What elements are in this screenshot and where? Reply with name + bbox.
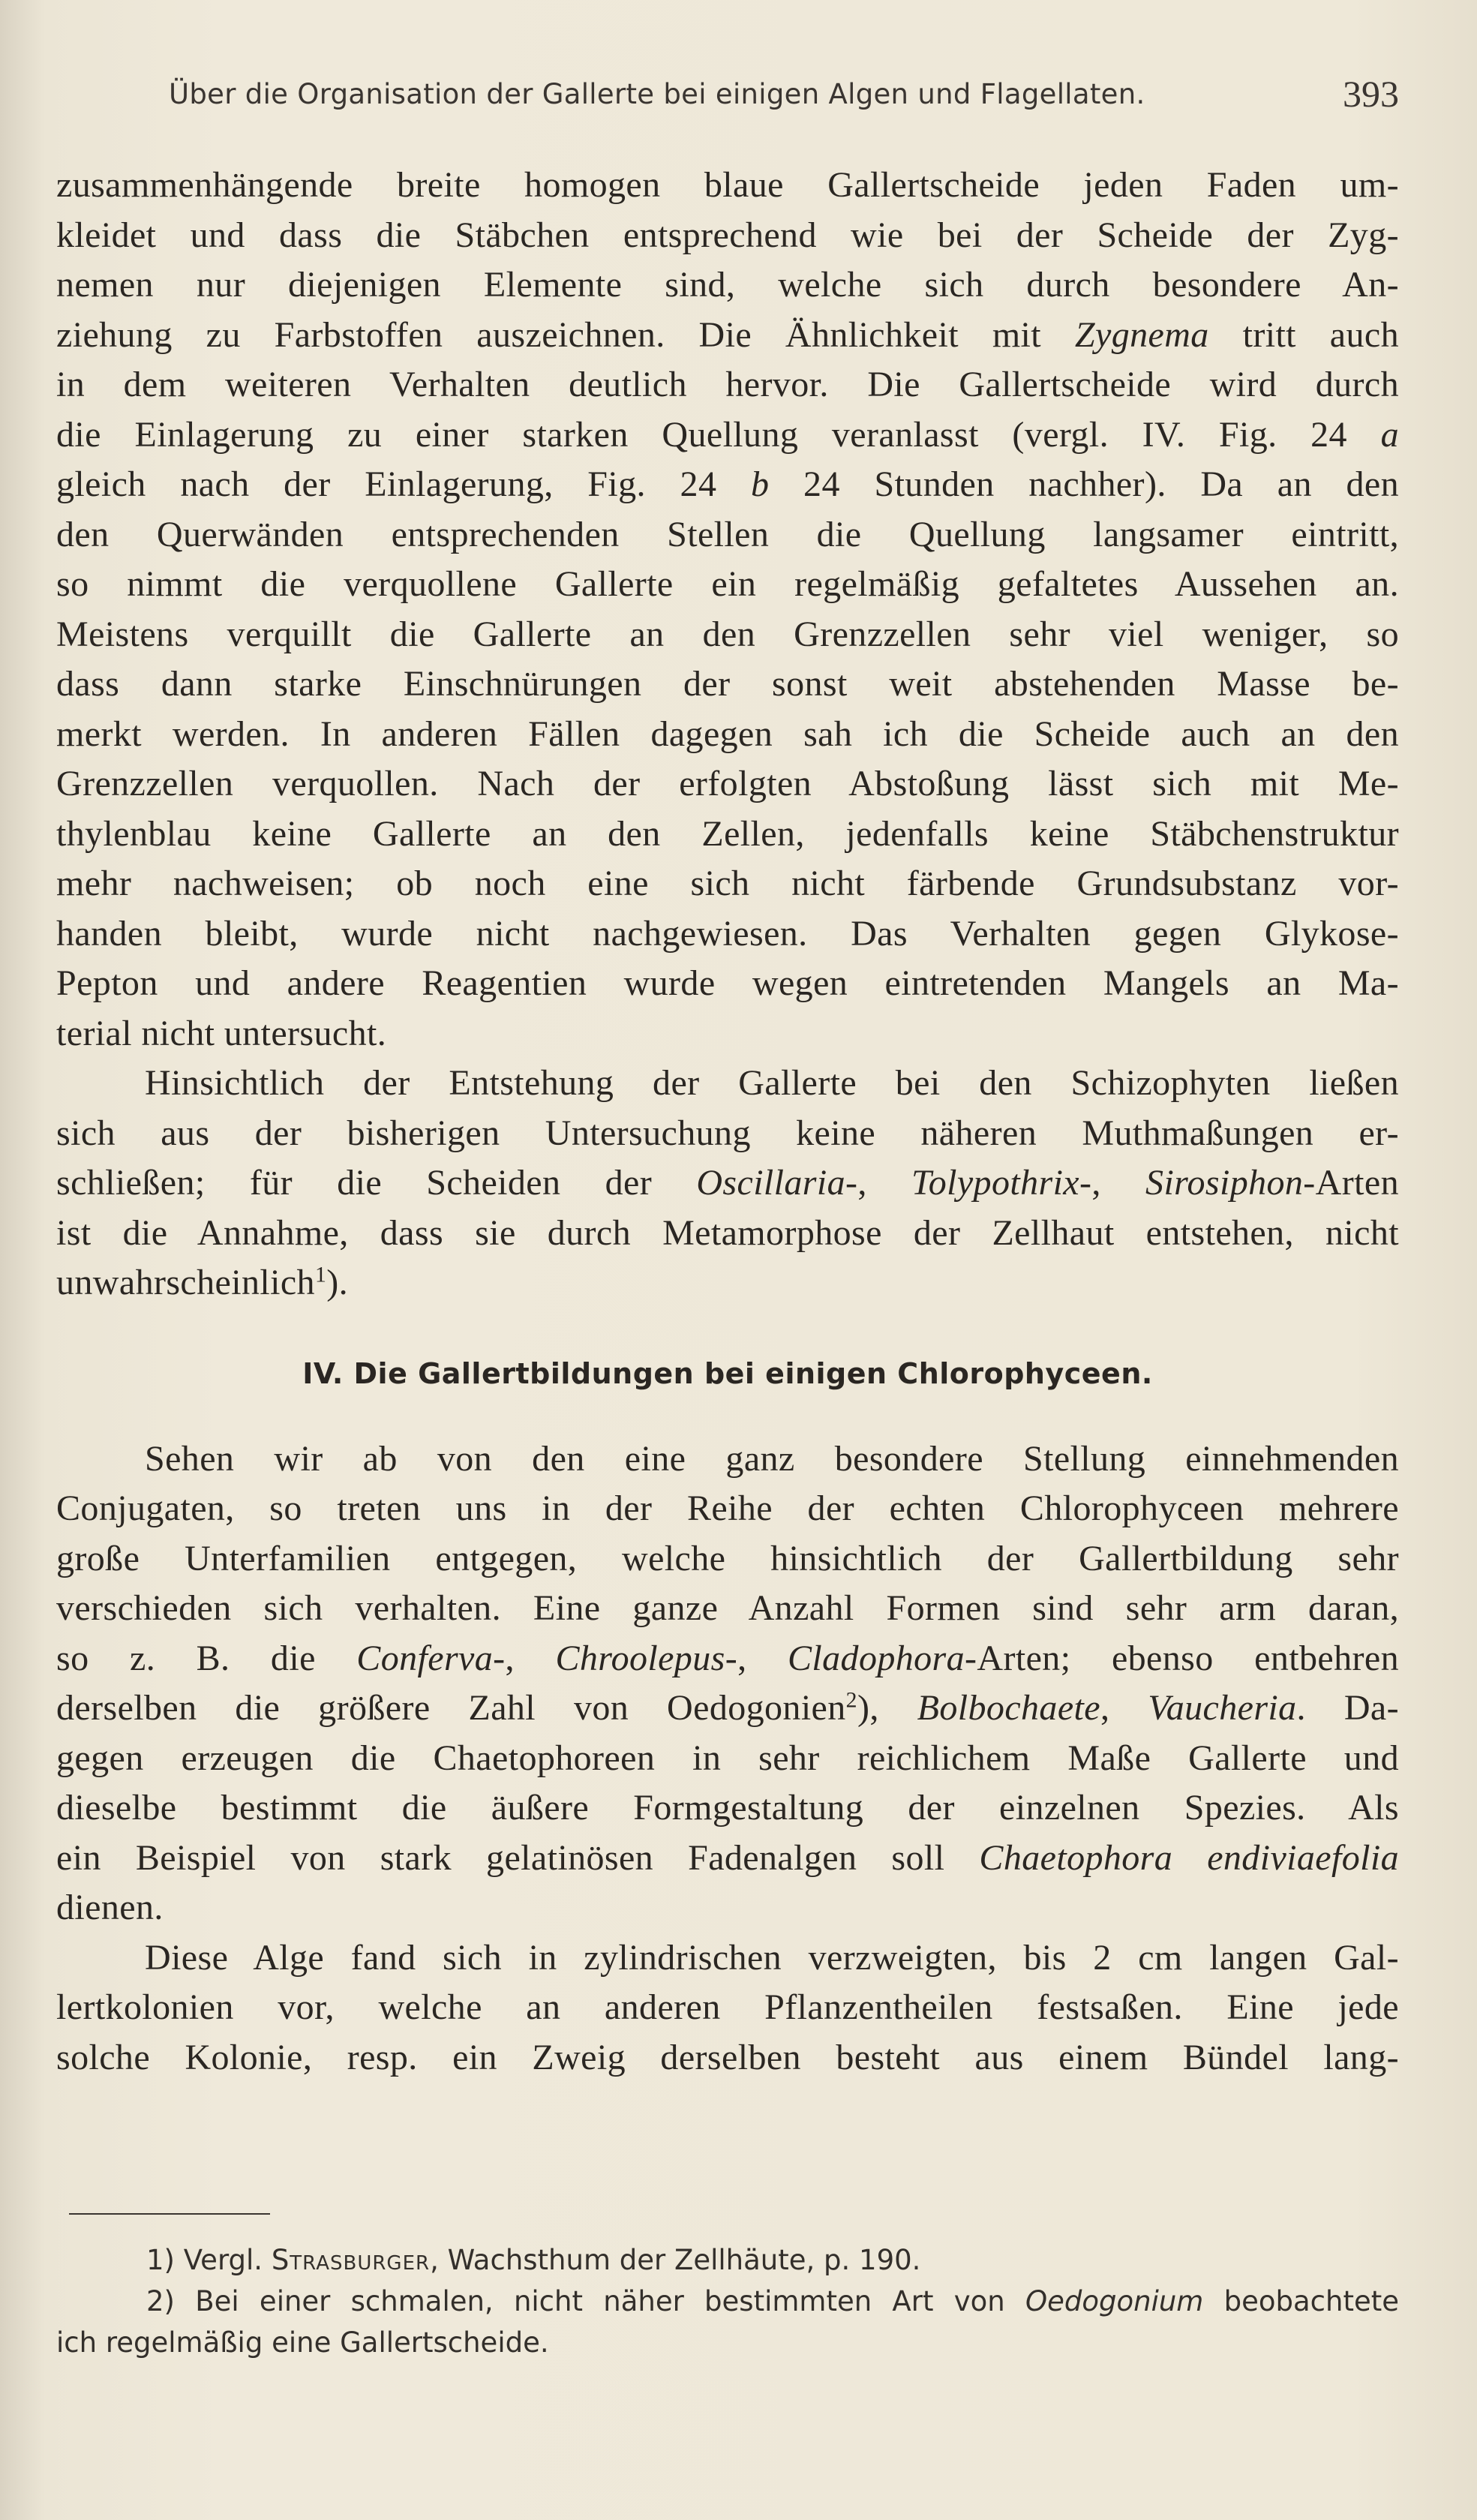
taxon-name: Conferva: [356, 1638, 494, 1678]
text-line: dienen.: [56, 1888, 164, 1927]
text-line: Sehen wir ab von den eine ganz besondere Stellung einnehmenden: [145, 1438, 1399, 1479]
text-line: in dem weiteren Verhalten deutlich hervor. Die Gallertscheide wird durch: [56, 365, 1399, 404]
taxon-name: Cladophora: [788, 1638, 965, 1678]
text-line: Hinsichtlich der Entstehung der Gallerte bei den Schizophyten ließen: [145, 1063, 1399, 1103]
text-line: unwahrscheinlich$^1$).: [56, 1262, 349, 1302]
figure-ref: b: [751, 464, 770, 504]
text-line: große Unterfamilien entgegen, welche hinsichtlich der Gallertbildung sehr: [56, 1538, 1399, 1578]
text-line: schließen; für die Scheiden der Oscillaria-, Tolypothrix-, Sirosiphon-Arten: [56, 1163, 1399, 1203]
text-line: ziehung zu Farbstoffen auszeichnen. Die Ähnlichkeit mit Zygnema tritt auch: [56, 314, 1400, 355]
running-title: Über die Organisation der Gallerte bei einigen Algen und Flagellaten.: [169, 78, 1145, 110]
paragraph-4: [56, 1933, 1399, 2083]
text-line: derselben die größere Zahl von Oedogonien$^2$), Bolbochaete, Vaucheria. Da-: [56, 1687, 1400, 1728]
text-line: ein Beispiel von stark gelatinösen Fadenalgen soll Chaetophora endiviaefolia: [56, 1837, 1399, 1878]
text-line: nemen nur diejenigen Elemente sind, welche sich durch besondere An-: [56, 265, 1399, 305]
taxon-name: Oedogonium: [1025, 2285, 1204, 2317]
text-line: gegen erzeugen die Chaetophoreen in sehr reichlichem Maße Gallerte und: [56, 1738, 1399, 1778]
text-line: mehr nachweisen; ob noch eine sich nicht färbende Grundsubstanz vor-: [56, 864, 1399, 903]
text-line: Pepton und andere Reagentien wurde wegen eintretenden Mangels an Ma-: [56, 963, 1399, 1003]
taxon-name: Chaetophora endiviaefolia: [979, 1837, 1399, 1878]
text-line: Conjugaten, so treten uns in der Reihe der echten Chlorophyceen mehrere: [56, 1488, 1399, 1528]
text-line: zusammenhängende breite homogen blaue Gallertscheide jeden Faden um-: [56, 165, 1399, 205]
text-line: solche Kolonie, resp. ein Zweig derselben besteht aus einem Bündel lang-: [56, 2037, 1399, 2077]
footnotes: [56, 2239, 1399, 2363]
text-line: Diese Alge fand sich in zylindrischen verzweigten, bis 2 cm langen Gal-: [145, 1937, 1399, 1978]
text-line: merkt werden. In anderen Fällen dagegen sah ich die Scheide auch an den: [56, 713, 1399, 754]
figure-ref: a: [1380, 414, 1399, 455]
text-line: ist die Annahme, dass sie durch Metamorphose der Zellhaut entstehen, nicht: [56, 1212, 1399, 1253]
footnote-number: 2: [146, 2285, 164, 2317]
text-line: dieselbe bestimmt die äußere Formgestaltung der einzelnen Spezies. Als: [56, 1788, 1399, 1828]
text-line: sich aus der bisherigen Untersuchung keine näheren Muthmaßungen er-: [56, 1113, 1399, 1153]
text-line: so z. B. die Conferva-, Chroolepus-, Cladophora-Arten; ebenso entbehren: [56, 1638, 1399, 1678]
taxon-name: Tolypothrix: [911, 1163, 1080, 1203]
text-line: den Querwänden entsprechenden Stellen die Quellung langsamer eintritt,: [56, 514, 1399, 554]
taxon-name: Bolbochaete: [917, 1688, 1100, 1728]
text-line: thylenblau keine Gallerte an den Zellen, jedenfalls keine Stäbchenstruktur: [56, 813, 1399, 854]
text-line: verschieden sich verhalten. Eine ganze Anzahl Formen sind sehr arm daran,: [56, 1588, 1399, 1628]
text-line: Grenzzellen verquollen. Nach der erfolgten Abstoßung lässt sich mit Me-: [56, 764, 1399, 803]
taxon-name: Sirosiphon: [1145, 1163, 1304, 1203]
footnote-number: 1: [146, 2244, 164, 2276]
text-line: Meistens verquillt die Gallerte an den Grenzzellen sehr viel weniger, so: [56, 614, 1399, 654]
page-number: 393: [1343, 73, 1399, 115]
paragraph-1: [56, 161, 1399, 1059]
text-line: so nimmt die verquollene Gallerte ein regelmäßig gefaltetes Aussehen an.: [56, 564, 1399, 604]
text-line: terial nicht untersucht.: [56, 1013, 387, 1053]
running-header: [169, 72, 1399, 117]
taxon-name: Oscillaria: [696, 1163, 846, 1203]
footnote-2-continued: ich regelmäßig eine Gallertscheide.: [56, 2326, 549, 2359]
text-line: dass dann starke Einschnürungen der sonst weit abstehenden Masse be-: [56, 664, 1399, 704]
text-line: kleidet und dass die Stäbchen entsprechend wie bei der Scheide der Zyg-: [56, 215, 1399, 255]
footnote-1: 1) Vergl. Strasburger, Wachsthum der Zellhäute, p. 190.: [146, 2244, 921, 2276]
taxon-name: Vaucheria: [1148, 1688, 1297, 1728]
body-text: [56, 161, 1399, 2083]
footnote-2: 2) Bei einer schmalen, nicht näher bestimmten Art von Oedogonium beobachtete: [146, 2285, 1399, 2317]
text-line: lertkolonien vor, welche an anderen Pflanzentheilen festsaßen. Eine jede: [56, 1987, 1399, 2027]
text-line: die Einlagerung zu einer starken Quellung veranlasst (vergl. IV. Fig. 24 a: [56, 414, 1399, 455]
text-line: handen bleibt, wurde nicht nachgewiesen. Das Verhalten gegen Glykose-: [56, 913, 1399, 954]
footnote-rule: [69, 2213, 270, 2215]
paragraph-2: [56, 1059, 1399, 1308]
footnote-marker[interactable]: 1: [314, 1262, 327, 1287]
section-heading: IV. Die Gallertbildungen bei einigen Chlorophyceen.: [302, 1356, 1153, 1390]
text-line: gleich nach der Einlagerung, Fig. 24 b 24 Stunden nachher). Da an den: [56, 464, 1400, 504]
paragraph-3: [56, 1434, 1399, 1933]
taxon-name: Zygnema: [1074, 314, 1209, 355]
author-name: Strasburger: [271, 2244, 431, 2276]
footnote-marker[interactable]: 2: [845, 1687, 857, 1713]
taxon-name: Chroolepus: [555, 1638, 725, 1678]
